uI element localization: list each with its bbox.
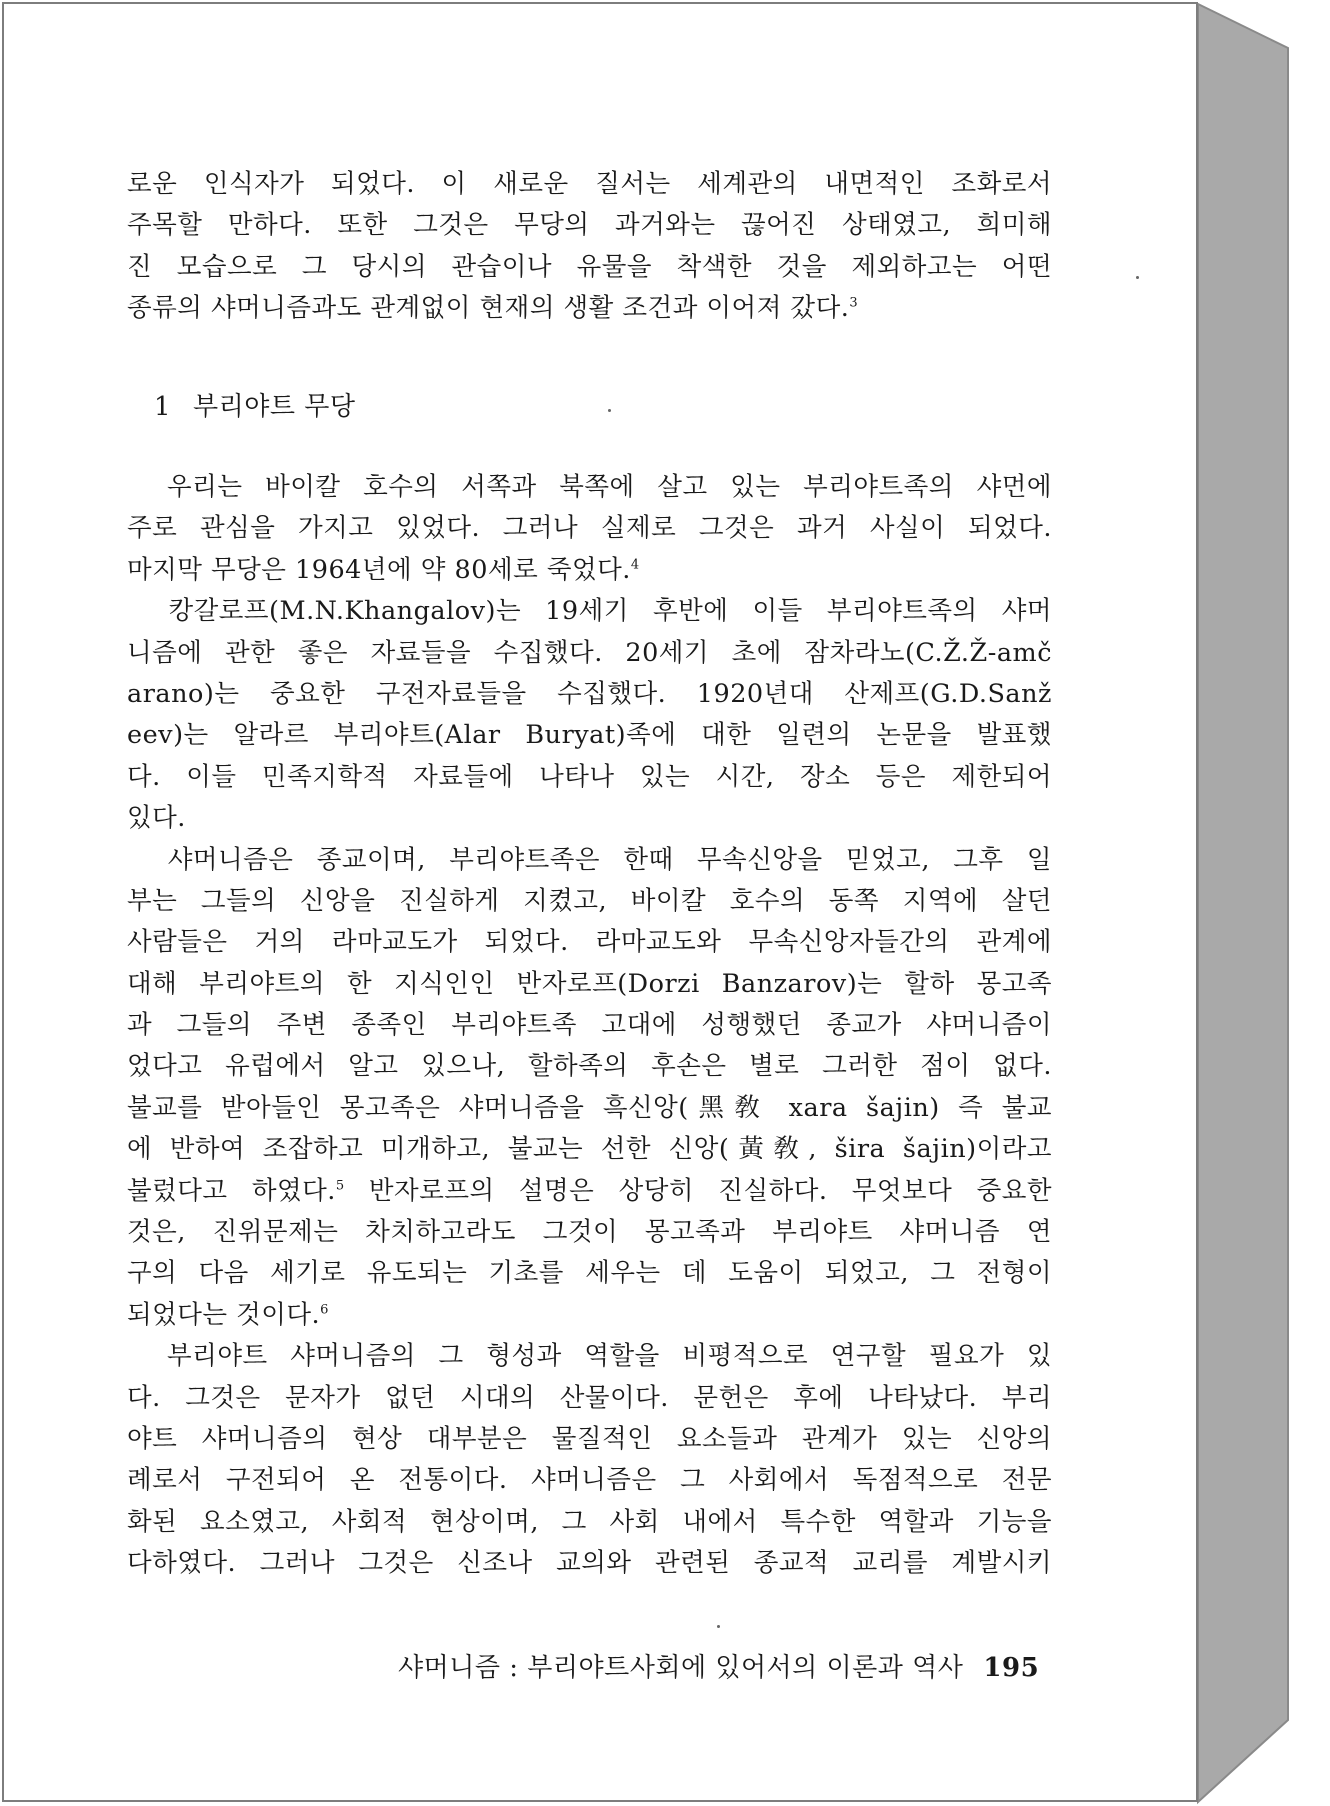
text-line: 부는 그들의 신앙을 진실하게 지켰고, 바이칼 호수의 동쪽 지역에 살던 xyxy=(127,885,1052,916)
text-line: 캉갈로프(M.N.Khangalov)는 19세기 후반에 이들 부리야트족의 샤머 xyxy=(127,596,1052,627)
text-line: 야트 샤머니즘의 현상 대부분은 물질적인 요소들과 관계가 있는 신앙의 xyxy=(127,1423,1052,1454)
text-line: 례로서 구전되어 온 전통이다. 샤머니즘은 그 사회에서 독점적으로 전문 xyxy=(127,1465,1052,1496)
text-line: 과 그들의 주변 종족인 부리야트족 고대에 성행했던 종교가 샤머니즘이 xyxy=(127,1010,1052,1041)
text-line: 에 반하여 조잡하고 미개하고, 불교는 선한 신앙(黃敎, šira šajin)이라고 xyxy=(127,1134,1052,1165)
text-line xyxy=(127,1171,1052,1212)
intro-paragraph xyxy=(127,164,1052,330)
scan-speck xyxy=(608,409,611,412)
text-line: arano)는 중요한 구전자료들을 수집했다. 1920년대 산제프(G.D.Sanž xyxy=(127,678,1052,709)
section-heading xyxy=(154,386,356,423)
text-line: 었다고 유럽에서 알고 있으나, 할하족의 후손은 별로 그러한 점이 없다. xyxy=(127,1051,1052,1082)
scan-speck xyxy=(1136,276,1139,279)
body-text xyxy=(127,467,1052,1585)
section-title: 부리야트 무당 xyxy=(193,392,356,422)
text-segment: 마지막 무당은 1964년에 약 80세로 죽었다. xyxy=(127,554,631,585)
text-line: 사람들은 거의 라마교도가 되었다. 라마교도와 무속신앙자들간의 관계에 xyxy=(127,927,1052,958)
scan-speck xyxy=(717,1625,720,1628)
text-line: eev)는 알라르 부리야트(Alar Buryat)족에 대한 일련의 논문을 발표했 xyxy=(127,720,1052,751)
text-line: 진 모습으로 그 당시의 관습이나 유물을 착색한 것을 제외하고는 어떤 xyxy=(127,251,1052,282)
running-title: 샤머니즘 : 부리야트사회에 있어서의 이론과 역사 xyxy=(398,1653,964,1683)
section-number: 1 xyxy=(154,392,172,422)
text-line: 로운 인식자가 되었다. 이 새로운 질서는 세계관의 내면적인 조화로서 xyxy=(127,169,1052,199)
text-line: 있다. xyxy=(127,803,186,834)
text-line: 부리야트 샤머니즘의 그 형성과 역할을 비평적으로 연구할 필요가 있 xyxy=(127,1341,1052,1372)
running-footer xyxy=(398,1647,1039,1684)
text-line: 화된 요소였고, 사회적 현상이며, 그 사회 내에서 특수한 역할과 기능을 xyxy=(127,1506,1052,1537)
text-line xyxy=(127,1295,1052,1336)
text-line: 불교를 받아들인 몽고족은 샤머니즘을 흑신앙(黑敎 xara šajin) 즉 불교 xyxy=(127,1092,1052,1123)
text-line: 것은, 진위문제는 차치하고라도 그것이 몽고족과 부리야트 샤머니즘 연 xyxy=(127,1217,1052,1248)
text-line: 우리는 바이칼 호수의 서쪽과 북쪽에 살고 있는 부리야트족의 샤먼에 xyxy=(127,472,1052,502)
text-line: 주목할 만하다. 또한 그것은 무당의 과거와는 끊어진 상태였고, 희미해 xyxy=(127,210,1052,241)
text-line: 샤머니즘은 종교이며, 부리야트족은 한때 무속신앙을 믿었고, 그후 일 xyxy=(127,844,1052,875)
text-line: 니즘에 관한 좋은 자료들을 수집했다. 20세기 초에 잠차라노(C.Ž.Ž-amč xyxy=(127,637,1052,668)
page-number: 195 xyxy=(983,1653,1040,1683)
footnote-ref: 6 xyxy=(320,1302,329,1318)
text-line: 다. 그것은 문자가 없던 시대의 산물이다. 문헌은 후에 나타났다. 부리 xyxy=(127,1382,1052,1413)
footnote-ref: 3 xyxy=(849,295,859,311)
text-segment: 되었다는 것이다. xyxy=(127,1299,321,1330)
text-line xyxy=(127,288,1052,329)
text-segment: 종류의 샤머니즘과도 관계없이 현재의 생활 조건과 이어져 갔다. xyxy=(127,293,850,324)
text-line: 대해 부리야트의 한 지식인인 반자로프(Dorzi Banzarov)는 할하 몽고족 xyxy=(127,968,1052,999)
text-line: 주로 관심을 가지고 있었다. 그러나 실제로 그것은 과거 사실이 되었다. xyxy=(127,513,1052,544)
footnote-ref: 5 xyxy=(335,1178,345,1194)
text-line: 다하였다. 그러나 그것은 신조나 교의와 관련된 종교적 교리를 계발시키 xyxy=(127,1548,1052,1579)
footnote-ref: 4 xyxy=(630,557,640,573)
text-segment: 반자로프의 설명은 상당히 진실하다. 무엇보다 중요한 xyxy=(344,1175,1052,1206)
text-line: 구의 다음 세기로 유도되는 기초를 세우는 데 도움이 되었고, 그 전형이 xyxy=(127,1258,1052,1289)
text-line xyxy=(127,550,1052,591)
text-line: 다. 이들 민족지학적 자료들에 나타나 있는 시간, 장소 등은 제한되어 xyxy=(127,761,1052,792)
text-segment: 불렀다고 하였다. xyxy=(127,1175,336,1206)
